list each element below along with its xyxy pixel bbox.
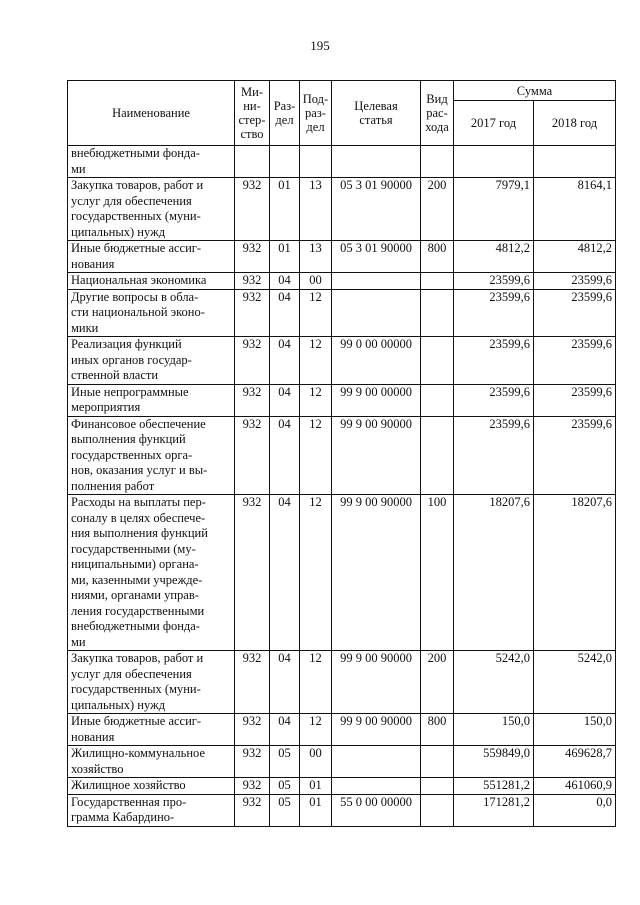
row-subsection: 00	[300, 746, 332, 778]
row-section: 04	[270, 495, 300, 651]
row-target	[332, 146, 421, 178]
row-section: 04	[270, 416, 300, 495]
row-subsection	[300, 146, 332, 178]
row-name: Иные бюджетные ассиг- нования	[68, 714, 235, 746]
row-type	[421, 289, 454, 337]
row-subsection: 12	[300, 384, 332, 416]
row-section: 01	[270, 178, 300, 241]
row-name: Закупка товаров, работ и услуг для обеспечения государственных (муни- ципальных) нужд	[68, 178, 235, 241]
header-section: Раз- дел	[270, 81, 300, 146]
header-sum: Сумма	[454, 81, 616, 101]
row-sum-2018: 8164,1	[534, 178, 616, 241]
row-name: внебюджетными фонда- ми	[68, 146, 235, 178]
row-section: 04	[270, 384, 300, 416]
row-ministry: 932	[235, 746, 270, 778]
row-type: 100	[421, 495, 454, 651]
table-row	[68, 416, 616, 495]
row-target: 99 9 00 90000	[332, 416, 421, 495]
row-sum-2018: 23599,6	[534, 289, 616, 337]
page-number: 195	[310, 38, 330, 53]
row-sum-2017: 23599,6	[454, 289, 534, 337]
row-sum-2018: 150,0	[534, 714, 616, 746]
table-row	[68, 273, 616, 290]
row-ministry: 932	[235, 289, 270, 337]
row-name: Жилищное хозяйство	[68, 778, 235, 795]
row-target: 99 9 00 00000	[332, 384, 421, 416]
row-sum-2018: 23599,6	[534, 337, 616, 385]
row-ministry: 932	[235, 241, 270, 273]
row-subsection: 12	[300, 416, 332, 495]
row-sum-2018	[534, 146, 616, 178]
row-sum-2018: 23599,6	[534, 273, 616, 290]
row-sum-2018: 0,0	[534, 794, 616, 826]
row-ministry: 932	[235, 495, 270, 651]
row-subsection: 13	[300, 178, 332, 241]
header-year-2018: 2018 год	[534, 101, 616, 146]
row-name: Финансовое обеспечение выполнения функций государственных орга- нов, оказания услуг и вы- полнения работ	[68, 416, 235, 495]
table-row	[68, 778, 616, 795]
row-ministry: 932	[235, 337, 270, 385]
row-target: 99 9 00 90000	[332, 651, 421, 714]
header-name: Наименование	[68, 81, 235, 146]
row-name: Иные непрограммные мероприятия	[68, 384, 235, 416]
row-section: 05	[270, 778, 300, 795]
table-row	[68, 178, 616, 241]
row-target: 99 9 00 90000	[332, 714, 421, 746]
row-type: 200	[421, 178, 454, 241]
header-type: Вид рас- хода	[421, 81, 454, 146]
row-name: Национальная экономика	[68, 273, 235, 290]
row-target	[332, 746, 421, 778]
row-name: Другие вопросы в обла- сти национальной эконо- мики	[68, 289, 235, 337]
row-ministry: 932	[235, 714, 270, 746]
row-target: 99 0 00 00000	[332, 337, 421, 385]
table-row	[68, 495, 616, 651]
row-sum-2018: 23599,6	[534, 416, 616, 495]
row-section: 04	[270, 289, 300, 337]
row-type: 200	[421, 651, 454, 714]
row-name: Жилищно-коммунальное хозяйство	[68, 746, 235, 778]
row-subsection: 13	[300, 241, 332, 273]
row-sum-2018: 4812,2	[534, 241, 616, 273]
row-target	[332, 273, 421, 290]
row-sum-2017: 18207,6	[454, 495, 534, 651]
row-type	[421, 337, 454, 385]
row-name: Государственная про- грамма Кабардино-	[68, 794, 235, 826]
row-subsection: 01	[300, 794, 332, 826]
row-sum-2017: 4812,2	[454, 241, 534, 273]
row-type	[421, 794, 454, 826]
row-subsection: 01	[300, 778, 332, 795]
row-section: 01	[270, 241, 300, 273]
row-sum-2017: 171281,2	[454, 794, 534, 826]
row-ministry: 932	[235, 416, 270, 495]
row-sum-2018: 18207,6	[534, 495, 616, 651]
table-row	[68, 146, 616, 178]
header-ministry: Ми- ни- стер- ство	[235, 81, 270, 146]
row-subsection: 12	[300, 289, 332, 337]
row-target: 05 3 01 90000	[332, 241, 421, 273]
row-name: Расходы на выплаты пер- соналу в целях обеспече- ния выполнения функций государственными (му- ниципальными) органа- ми, казенными учрежде- ниями, органами управ- ления государственными внебюджетными фонда- ми	[68, 495, 235, 651]
row-name: Реализация функций иных органов государ- ственной власти	[68, 337, 235, 385]
row-sum-2017: 7979,1	[454, 178, 534, 241]
row-type	[421, 416, 454, 495]
row-section: 05	[270, 794, 300, 826]
row-name: Иные бюджетные ассиг- нования	[68, 241, 235, 273]
row-subsection: 12	[300, 714, 332, 746]
row-ministry: 932	[235, 273, 270, 290]
table-row	[68, 289, 616, 337]
row-sum-2017: 23599,6	[454, 384, 534, 416]
table-row	[68, 794, 616, 826]
header-year-2017: 2017 год	[454, 101, 534, 146]
row-target	[332, 289, 421, 337]
row-name: Закупка товаров, работ и услуг для обеспечения государственных (муни- ципальных) нужд	[68, 651, 235, 714]
row-section: 04	[270, 273, 300, 290]
row-sum-2017: 5242,0	[454, 651, 534, 714]
row-sum-2018: 23599,6	[534, 384, 616, 416]
row-subsection: 12	[300, 337, 332, 385]
row-subsection: 12	[300, 495, 332, 651]
row-sum-2017: 559849,0	[454, 746, 534, 778]
row-sum-2017: 23599,6	[454, 416, 534, 495]
row-section: 04	[270, 337, 300, 385]
row-section: 05	[270, 746, 300, 778]
row-ministry: 932	[235, 651, 270, 714]
row-section: 04	[270, 714, 300, 746]
row-sum-2017	[454, 146, 534, 178]
row-type	[421, 384, 454, 416]
row-ministry: 932	[235, 178, 270, 241]
row-section: 04	[270, 651, 300, 714]
table-row	[68, 241, 616, 273]
table-row	[68, 746, 616, 778]
row-ministry: 932	[235, 794, 270, 826]
row-sum-2018: 5242,0	[534, 651, 616, 714]
row-sum-2017: 150,0	[454, 714, 534, 746]
row-sum-2017: 23599,6	[454, 337, 534, 385]
row-type	[421, 778, 454, 795]
row-type	[421, 146, 454, 178]
row-section	[270, 146, 300, 178]
row-type	[421, 746, 454, 778]
header-target: Целевая статья	[332, 81, 421, 146]
row-type	[421, 273, 454, 290]
row-type: 800	[421, 241, 454, 273]
row-sum-2017: 551281,2	[454, 778, 534, 795]
row-sum-2017: 23599,6	[454, 273, 534, 290]
row-ministry	[235, 146, 270, 178]
row-target	[332, 778, 421, 795]
row-target: 99 9 00 90000	[332, 495, 421, 651]
row-target: 05 3 01 90000	[332, 178, 421, 241]
row-subsection: 00	[300, 273, 332, 290]
table-row	[68, 714, 616, 746]
row-subsection: 12	[300, 651, 332, 714]
row-ministry: 932	[235, 384, 270, 416]
row-sum-2018: 469628,7	[534, 746, 616, 778]
table-row	[68, 651, 616, 714]
budget-table	[67, 80, 616, 827]
row-ministry: 932	[235, 778, 270, 795]
header-subsection: Под- раз- дел	[300, 81, 332, 146]
row-target: 55 0 00 00000	[332, 794, 421, 826]
table-row	[68, 337, 616, 385]
row-type: 800	[421, 714, 454, 746]
row-sum-2018: 461060,9	[534, 778, 616, 795]
budget-table-body	[68, 146, 616, 827]
table-row	[68, 384, 616, 416]
